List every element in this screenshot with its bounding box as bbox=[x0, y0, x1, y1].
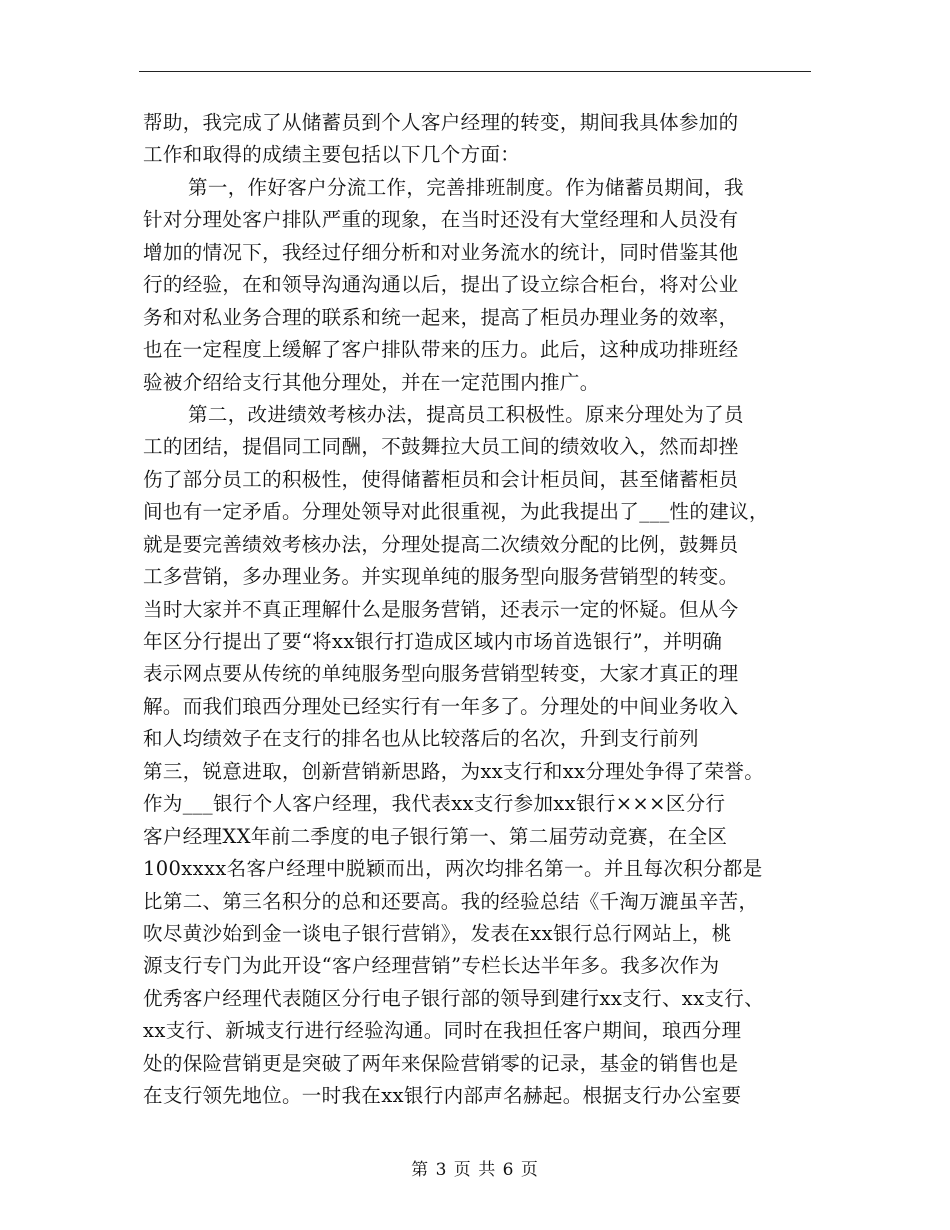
paragraph-line: 工的团结，提倡同工同酬，不鼓舞拉大员工间的绩效收入，然而却挫 bbox=[143, 435, 739, 459]
paragraph-line: 也在一定程度上缓解了客户排队带来的压力。此后，这种成功排班经 bbox=[143, 338, 739, 362]
paragraph-line: 增加的情况下，我经过仔细分析和对业务流水的统计，同时借鉴其他 bbox=[143, 240, 739, 264]
paragraph-line: 比第二、第三名积分的总和还要高。我的经验总结《千淘万漉虽辛苦， bbox=[143, 889, 759, 913]
paragraph-line: xx支行、新城支行进行经验沟通。同时在我担任客户期间，琅西分理 bbox=[143, 1019, 742, 1043]
paragraph-line: 工作和取得的成绩主要包括以下几个方面： bbox=[143, 143, 521, 167]
paragraph-line: 100xxxx名客户经理中脱颖而出，两次均排名第一。并且每次积分都是 bbox=[143, 857, 763, 881]
paragraph-line: 第一，作好客户分流工作，完善排班制度。作为储蓄员期间，我 bbox=[188, 175, 744, 199]
paragraph-line: 间也有一定矛盾。分理处领导对此很重视，为此我提出了___性的建议， bbox=[143, 500, 769, 524]
paragraph-line: 解。而我们琅西分理处已经实行有一年多了。分理处的中间业务收入 bbox=[143, 694, 739, 718]
paragraph-line: 伤了部分员工的积极性，使得储蓄柜员和会计柜员间，甚至储蓄柜员 bbox=[143, 467, 739, 491]
paragraph-line: 源支行专门为此开设“客户经理营销”专栏长达半年多。我多次作为 bbox=[143, 954, 720, 978]
paragraph-line: 客户经理XX年前二季度的电子银行第一、第二届劳动竞赛，在全区 bbox=[143, 824, 728, 848]
paragraph-line: 工多营销，多办理业务。并实现单纯的服务型向服务营销型的转变。 bbox=[143, 565, 739, 589]
paragraph-line: 第二，改进绩效考核办法，提高员工积极性。原来分理处为了员 bbox=[188, 402, 744, 426]
paragraph-line: 帮助，我完成了从储蓄员到个人客户经理的转变，期间我具体参加的 bbox=[143, 111, 739, 134]
paragraph-line: 行的经验，在和领导沟通沟通以后，提出了设立综合柜台，将对公业 bbox=[143, 273, 739, 297]
document-body bbox=[143, 107, 843, 1113]
paragraph-line: 吹尽黄沙始到金一谈电子银行营销》，发表在xx银行总行网站上，桃 bbox=[143, 921, 732, 945]
paragraph-line: 年区分行提出了要“将xx银行打造成区域内市场首选银行”，并明确 bbox=[143, 630, 723, 653]
paragraph-line: 就是要完善绩效考核办法，分理处提高二次绩效分配的比例，鼓舞员 bbox=[143, 532, 739, 556]
paragraph-line: 务和对私业务合理的联系和统一起来，提高了柜员办理业务的效率， bbox=[143, 305, 739, 329]
paragraph-line: 在支行领先地位。一时我在xx银行内部声名赫起。根据支行办公室要 bbox=[143, 1084, 742, 1108]
paragraph-line: 当时大家并不真正理解什么是服务营销，还表示一定的怀疑。但从今 bbox=[143, 597, 739, 621]
paragraph-line: 验被介绍给支行其他分理处，并在一定范围内推广。 bbox=[143, 370, 600, 394]
paragraph-line: 作为___银行个人客户经理，我代表xx支行参加xx银行×××区分行 bbox=[143, 792, 726, 816]
header-rule bbox=[139, 71, 811, 72]
page-number-footer: 第 3 页 共 6 页 bbox=[411, 1160, 539, 1180]
paragraph-line: 针对分理处客户排队严重的现象，在当时还没有大堂经理和人员没有 bbox=[143, 208, 739, 232]
paragraph-line: 和人均绩效子在支行的排名也从比较落后的名次，升到支行前列 bbox=[143, 727, 699, 751]
paragraph-line: 优秀客户经理代表随区分行电子银行部的领导到建行xx支行、xx支行、 bbox=[143, 986, 765, 1010]
paragraph-line: 表示网点要从传统的单纯服务型向服务营销型转变，大家才真正的理 bbox=[143, 662, 739, 686]
paragraph-line: 第三，锐意进取，创新营销新思路，为xx支行和xx分理处争得了荣誉。 bbox=[143, 759, 765, 783]
paragraph-line: 处的保险营销更是突破了两年来保险营销零的记录，基金的销售也是 bbox=[143, 1051, 739, 1075]
